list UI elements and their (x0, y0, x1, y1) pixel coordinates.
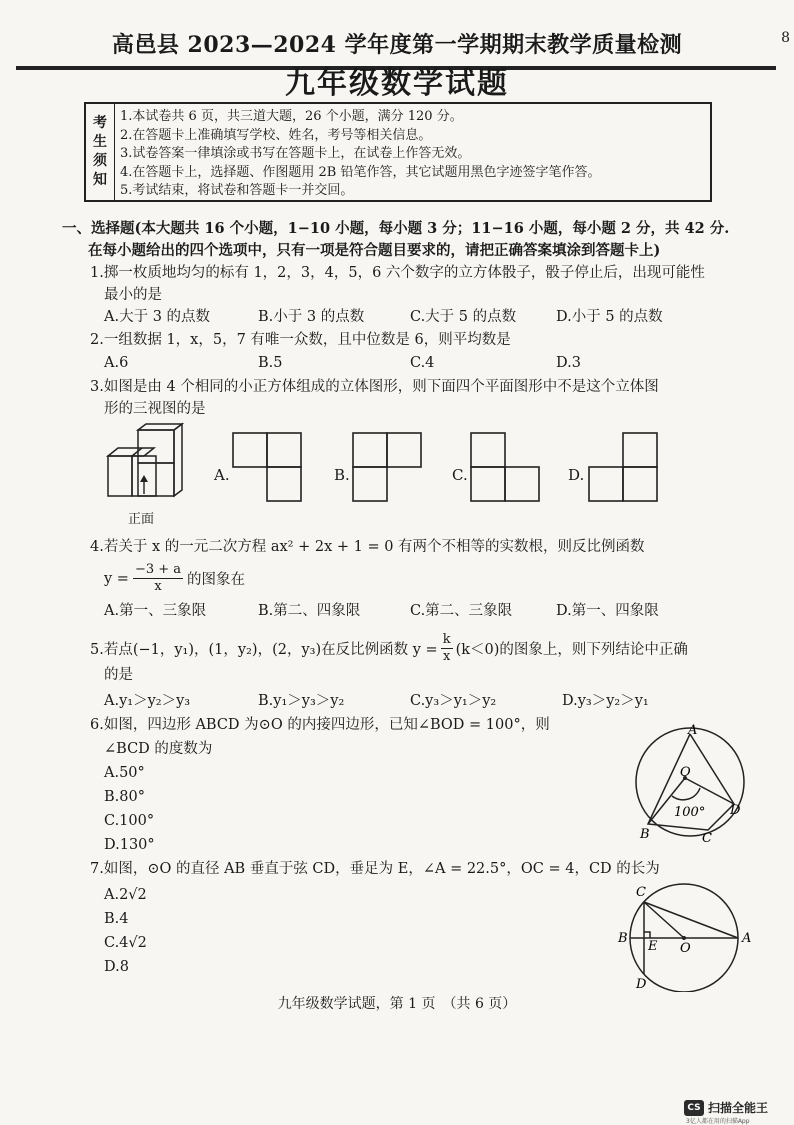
scanner-tagline: 3亿人都在用的扫描App (686, 1118, 750, 1125)
q1-option-b: B.小于 3 的点数 (258, 309, 365, 325)
q4-numerator: −3 + a (134, 562, 182, 577)
q4-option-a: A.第一、三象限 (104, 603, 207, 619)
scanner-logo-icon: CS (684, 1100, 704, 1116)
q6-label-b: B (640, 827, 650, 842)
q6-stem-2: ∠BCD 的度数为 (104, 741, 213, 757)
exam-title: 九年级数学试题 (285, 66, 509, 101)
q7-circle-figure (614, 880, 762, 992)
candidate-notice (84, 102, 712, 202)
q6-option-d: D.130° (104, 837, 155, 853)
section-heading-2: 在每小题给出的四个选项中，只有一项是符合题目要求的，请把正确答案填涂到答题卡上) (88, 242, 661, 259)
q7-label-d: D (636, 977, 647, 992)
exam-header: 高邑县 2023—2024 学年度第一学期期末教学质量检测 (111, 32, 683, 58)
q7-label-e: E (648, 939, 658, 954)
q6-label-c: C (702, 831, 712, 846)
q3-option-d-figure (588, 432, 658, 502)
q6-angle-label: 100° (674, 805, 706, 820)
q5-option-d: D.y₃＞y₂＞y₁ (562, 693, 649, 709)
q7-label-b: B (618, 931, 628, 946)
q4-option-d: D.第一、四象限 (556, 603, 659, 619)
q2-stem: 2.一组数据 1，x，5，7 有唯一众数，且中位数是 6，则平均数是 (90, 332, 511, 348)
notice-item: 1.本试卷共 6 页，共三道大题，26 个小题，满分 120 分。 (120, 109, 463, 124)
q7-option-d: D.8 (104, 959, 129, 975)
notice-item: 3.试卷答案一律填涂或书写在答题卡上，在试卷上作答无效。 (120, 146, 471, 161)
notice-label: 考 生 须 知 (86, 104, 115, 200)
notice-item: 2.在答题卡上准确填写学校、姓名，考号等相关信息。 (120, 127, 432, 143)
q4-y-eq: y = (104, 570, 129, 587)
q4-function (104, 562, 245, 595)
q6-option-b: B.80° (104, 789, 145, 805)
q7-label-o: O (680, 941, 691, 956)
q5-fraction: $\frac{k}{x}$ (442, 632, 451, 664)
q7-label-c: C (636, 885, 646, 900)
notice-item: 4.在答题卡上，选择题、作图题用 2B 铅笔作答，其它试题用黑色字迹签字笔作答。 (120, 164, 601, 180)
q7-label-a: A (742, 931, 752, 946)
q3-stem: 3.如图是由 4 个相同的小正方体组成的立体图形，则下面四个平面图形中不是这个立体图 (90, 379, 659, 395)
q5-stem-2: 的是 (104, 667, 133, 683)
q3-cube-figure (100, 422, 200, 504)
q7-option-c: C.4√2 (104, 935, 147, 951)
q5-stem: 5.若点(−1，y₁)，(1，y₂)，(2，y₃)在反比例函数 y = $\frac{k}{x}$ (k＜0)的图象上，则下列结论中正确 (90, 632, 688, 664)
q3-option-c-figure (470, 432, 540, 502)
q1-option-a: A.大于 3 的点数 (104, 309, 211, 325)
q3-option-a-label: A. (214, 466, 230, 484)
q5-option-b: B.y₁＞y₃＞y₂ (258, 693, 345, 709)
edge-mark: 8 (781, 30, 790, 46)
q1-stem-2: 最小的是 (104, 287, 162, 303)
scanner-name: 扫描全能王 (708, 1101, 769, 1115)
section-heading: 一、选择题(本大题共 16 个小题，1−10 小题，每小题 3 分；11−16 小题，每小题 2 分，共 42 分. (62, 220, 730, 237)
q3-option-b-label: B. (334, 466, 350, 484)
q5-option-a: A.y₁＞y₂＞y₃ (104, 693, 191, 709)
q4-option-c: C.第二、三象限 (410, 603, 513, 619)
q3-option-d-label: D. (568, 466, 585, 484)
q3-stem-2: 形的三视图的是 (104, 401, 206, 417)
notice-items (120, 108, 601, 201)
q3-option-c-label: C. (452, 466, 468, 484)
q2-option-a: A.6 (104, 355, 129, 371)
q7-option-a: A.2√2 (104, 887, 147, 903)
q7-stem: 7.如图，⊙O 的直径 AB 垂直于弦 CD，垂足为 E，∠A = 22.5°，OC = 4，CD 的长为 (90, 861, 660, 877)
q3-option-b-figure (352, 432, 422, 502)
q1-stem: 1.掷一枚质地均匀的标有 1，2，3，4，5，6 六个数字的立方体骰子，骰子停止后，出现可能性 (90, 265, 705, 281)
q3-front-label: 正面 (128, 512, 155, 527)
q6-label-d: D (730, 803, 741, 818)
q7-option-b: B.4 (104, 911, 129, 927)
q2-option-b: B.5 (258, 355, 283, 371)
q6-stem: 6.如图，四边形 ABCD 为⊙O 的内接四边形，已知∠BOD = 100°，则 (90, 717, 550, 733)
page-footer: 九年级数学试题，第 1 页 （共 6 页） (277, 996, 517, 1012)
q5-option-c: C.y₃＞y₁＞y₂ (410, 693, 497, 709)
q2-option-c: C.4 (410, 355, 435, 371)
q2-option-d: D.3 (556, 355, 581, 371)
q1-option-d: D.小于 5 的点数 (556, 309, 663, 325)
q4-stem: 4.若关于 x 的一元二次方程 ax² + 2x + 1 = 0 有两个不相等的实数根，则反比例函数 (90, 539, 645, 555)
q6-label-o: O (680, 765, 691, 780)
q4-fraction (133, 562, 183, 595)
q3-option-a-figure (232, 432, 302, 502)
scanner-brand (684, 1099, 768, 1116)
notice-item: 5.考试结束，将试卷和答题卡一并交回。 (120, 183, 354, 198)
q6-circle-figure (620, 720, 760, 850)
q6-option-c: C.100° (104, 813, 155, 829)
q6-option-a: A.50° (104, 765, 145, 781)
q4-after: 的图象在 (187, 572, 246, 588)
q4-denominator: x (154, 579, 162, 594)
q4-option-b: B.第二、四象限 (258, 603, 361, 619)
q6-label-a: A (688, 723, 698, 738)
q1-option-c: C.大于 5 的点数 (410, 309, 517, 325)
